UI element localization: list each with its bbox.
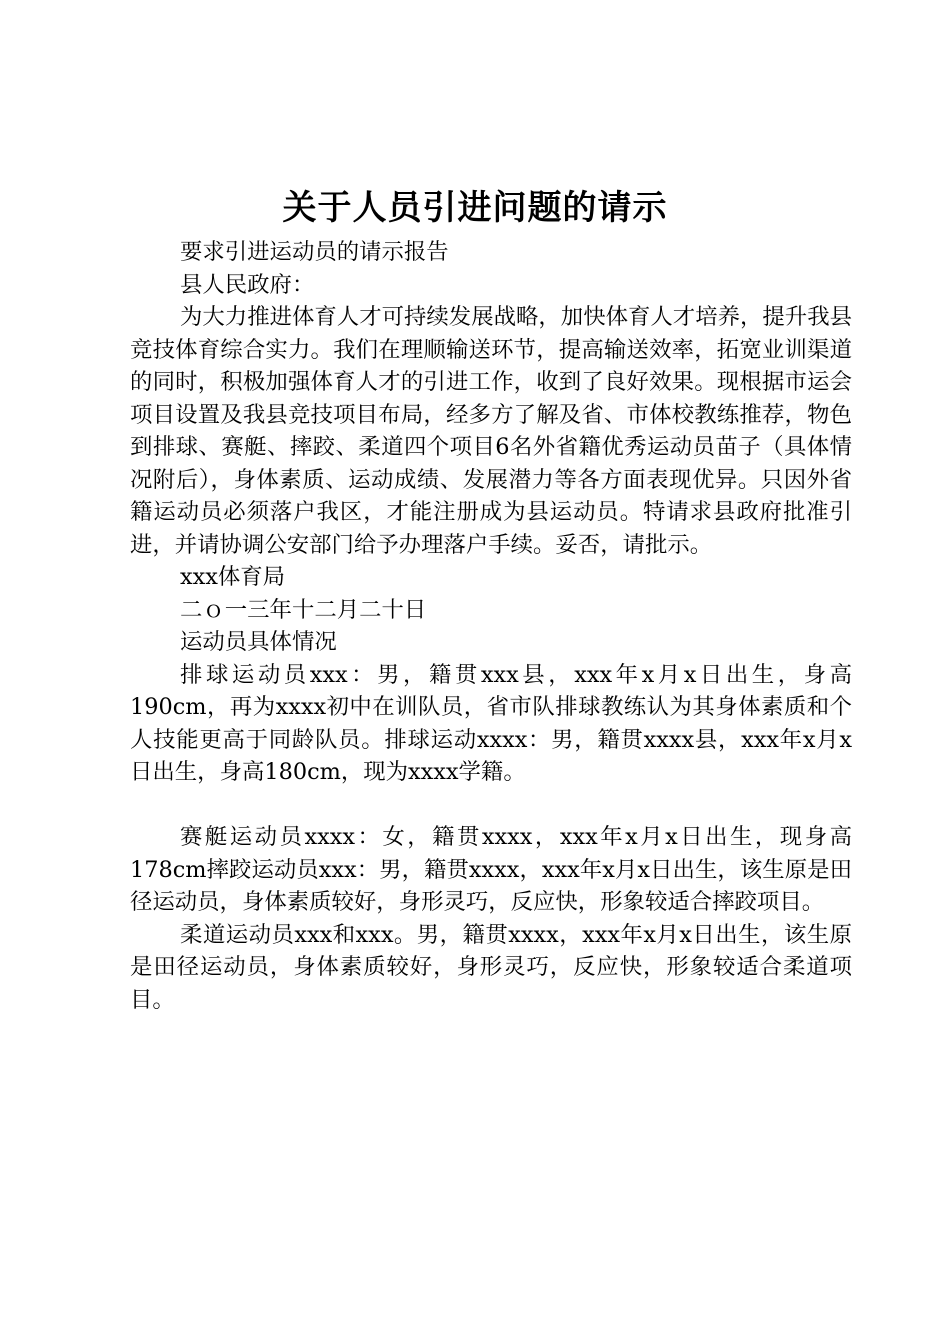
blank-line bbox=[130, 789, 852, 822]
document-title: 关于人员引进问题的请示 bbox=[282, 188, 668, 228]
main-paragraph: 为大力推进体育人才可持续发展战略，加快体育人才培养，提升我县竞技体育综合实力。我们在理顺输送环节，提高输送效率，拓宽业训渠道的同时，积极加强体育人才的引进工作，收到了良好效果。现根据市运会项目设置及我县竞技项目布局，经多方了解及省、市体校教练推荐，物色到排球、赛艇、摔跤、柔道四个项目6名外省籍优秀运动员苗子（具体情况附后），身体素质、运动成绩、发展潜力等各方面表现优异。只因外省籍运动员必须落户我区，才能注册成为县运动员。特请求县政府批准引进，并请协调公安部门给予办理落户手续。妥否，请批示。 bbox=[130, 304, 852, 558]
attachment-heading: 运动员具体情况 bbox=[180, 629, 337, 655]
judo-paragraph: 柔道运动员xxx和xxx。男，籍贯xxxx，xxx年x月x日出生，该生原是田径运动员，身体素质较好，身形灵巧，反应快，形象较适合柔道项目。 bbox=[130, 921, 852, 1013]
addressee: 县人民政府： bbox=[180, 271, 315, 298]
document-body bbox=[130, 236, 852, 1016]
date-line: 二ｏ一三年十二月二十日 bbox=[180, 596, 427, 623]
report-subtitle: 要求引进运动员的请示报告 bbox=[180, 239, 449, 265]
volleyball-paragraph: 排球运动员xxx：男，籍贯xxx县，xxx年x月x日出生，身高190cm，再为xxxx初中在训队员，省市队排球教练认为其身体素质和个人技能更高于同龄队员。排球运动xxxx：男，籍贯xxxx县，xxx年x月x日出生，身高180cm，现为xxxx学籍。 bbox=[130, 661, 852, 785]
signature: xxx体育局 bbox=[180, 564, 286, 590]
rowing-wrestling-paragraph: 赛艇运动员xxxx：女，籍贯xxxx，xxx年x月x日出生，现身高178cm摔跤运动员xxx：男，籍贯xxxx，xxx年x月x日出生，该生原是田径运动员，身体素质较好，身形灵巧，反应快，形象较适合摔跤项目。 bbox=[130, 824, 852, 915]
